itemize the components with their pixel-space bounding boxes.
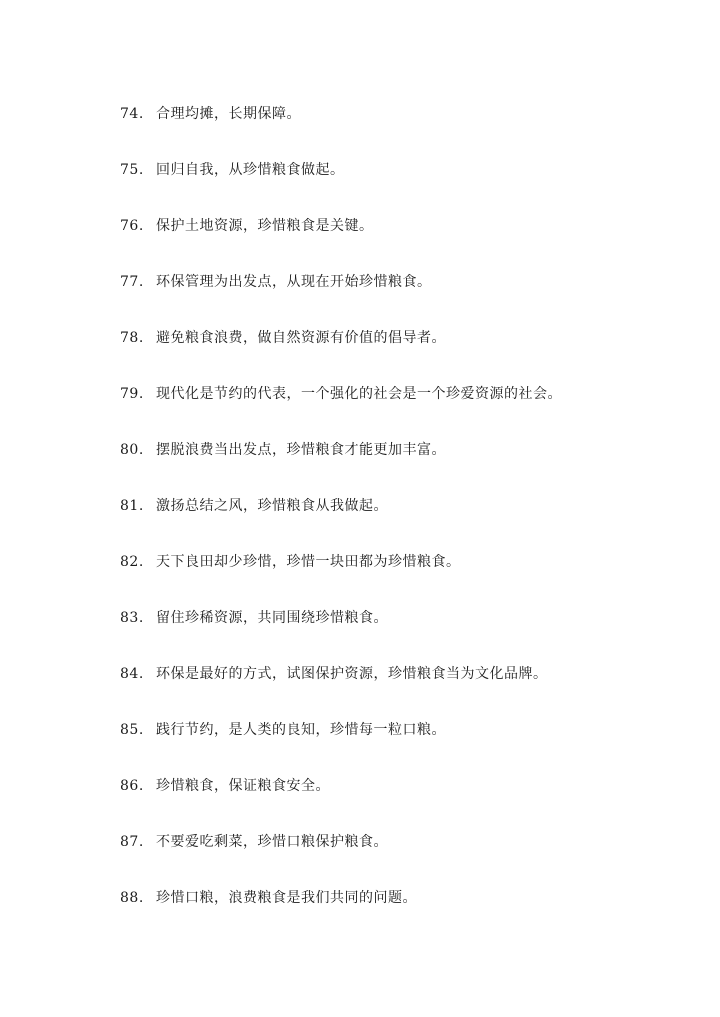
slogan-list	[120, 86, 700, 926]
item-number: 78.	[120, 330, 144, 346]
item-number: 86.	[120, 778, 144, 794]
item-text: 合理均摊，长期保障。	[156, 106, 301, 122]
list-item	[120, 870, 700, 926]
list-item	[120, 702, 700, 758]
item-text: 珍惜口粮，浪费粮食是我们共同的问题。	[156, 890, 417, 906]
item-number: 77.	[120, 274, 144, 290]
list-item	[120, 86, 700, 142]
item-number: 83.	[120, 610, 144, 626]
item-text: 现代化是节约的代表，一个强化的社会是一个珍爱资源的社会。	[156, 386, 562, 402]
item-number: 85.	[120, 722, 144, 738]
list-item	[120, 142, 700, 198]
item-text: 激扬总结之风，珍惜粮食从我做起。	[156, 498, 388, 514]
list-item	[120, 254, 700, 310]
item-number: 87.	[120, 834, 144, 850]
list-item	[120, 590, 700, 646]
item-number: 84.	[120, 666, 144, 682]
item-text: 践行节约，是人类的良知，珍惜每一粒口粮。	[156, 722, 446, 738]
list-item	[120, 534, 700, 590]
item-text: 环保是最好的方式，试图保护资源，珍惜粮食当为文化品牌。	[156, 666, 548, 682]
item-text: 环保管理为出发点，从现在开始珍惜粮食。	[156, 274, 432, 290]
list-item	[120, 198, 700, 254]
list-item	[120, 646, 700, 702]
list-item	[120, 310, 700, 366]
item-number: 74.	[120, 106, 144, 122]
item-number: 80.	[120, 442, 144, 458]
list-item	[120, 478, 700, 534]
list-item	[120, 422, 700, 478]
item-number: 79.	[120, 386, 144, 402]
item-number: 75.	[120, 162, 144, 178]
item-text: 不要爱吃剩菜，珍惜口粮保护粮食。	[156, 834, 388, 850]
list-item	[120, 366, 700, 422]
item-text: 摆脱浪费当出发点，珍惜粮食才能更加丰富。	[156, 442, 446, 458]
item-text: 避免粮食浪费，做自然资源有价值的倡导者。	[156, 330, 446, 346]
item-text: 留住珍稀资源，共同围绕珍惜粮食。	[156, 610, 388, 626]
item-number: 76.	[120, 218, 144, 234]
item-number: 82.	[120, 554, 144, 570]
list-item	[120, 758, 700, 814]
item-text: 珍惜粮食，保证粮食安全。	[156, 778, 330, 794]
item-number: 81.	[120, 498, 144, 514]
list-item	[120, 814, 700, 870]
item-text: 保护土地资源，珍惜粮食是关键。	[156, 218, 374, 234]
item-text: 天下良田却少珍惜，珍惜一块田都为珍惜粮食。	[156, 554, 461, 570]
item-number: 88.	[120, 890, 144, 906]
item-text: 回归自我，从珍惜粮食做起。	[156, 162, 345, 178]
